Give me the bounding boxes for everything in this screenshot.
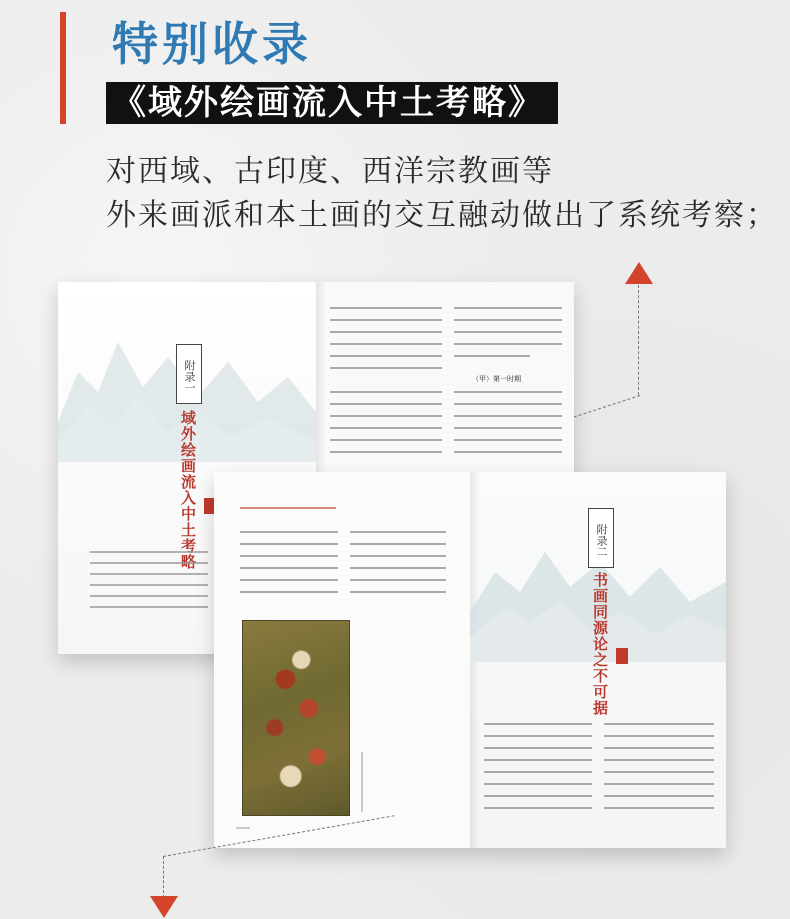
description-line-1: 对西域、古印度、西洋宗教画等: [106, 154, 554, 189]
dashed-connector: [638, 285, 639, 395]
arrow-up-icon: [625, 262, 653, 284]
book-title-banner: 《域外绘画流入中土考略》: [106, 82, 558, 124]
page-number: [236, 824, 256, 832]
painting-image: [242, 620, 350, 816]
painting-caption: [354, 752, 370, 816]
text-lines: [484, 720, 716, 830]
book-page-left: [214, 472, 470, 848]
chapter-title: 书画同源论之不可据: [591, 572, 609, 716]
book-page-right: [470, 472, 726, 848]
section-subhead: （甲）第一时期: [472, 375, 521, 383]
appendix-label: 附录一: [176, 344, 202, 404]
accent-bar: [60, 12, 66, 124]
text-lines: [240, 528, 450, 608]
seal-stamp: [616, 648, 628, 664]
text-lines: [330, 304, 562, 384]
text-lines: [90, 548, 210, 628]
text-lines: [330, 388, 562, 468]
arrow-down-icon: [150, 896, 178, 918]
description-line-2: 外来画派和本土画的交互融动做出了系统考察；: [106, 198, 778, 233]
chapter-title: 域外绘画流入中土考略: [179, 410, 197, 570]
dashed-connector: [163, 856, 164, 898]
book-spread-front: [214, 472, 726, 848]
appendix-label: 附录二: [588, 508, 614, 568]
section-title: 特别收录: [112, 17, 312, 71]
red-caption-line: [240, 502, 340, 522]
body-text: [90, 548, 210, 628]
